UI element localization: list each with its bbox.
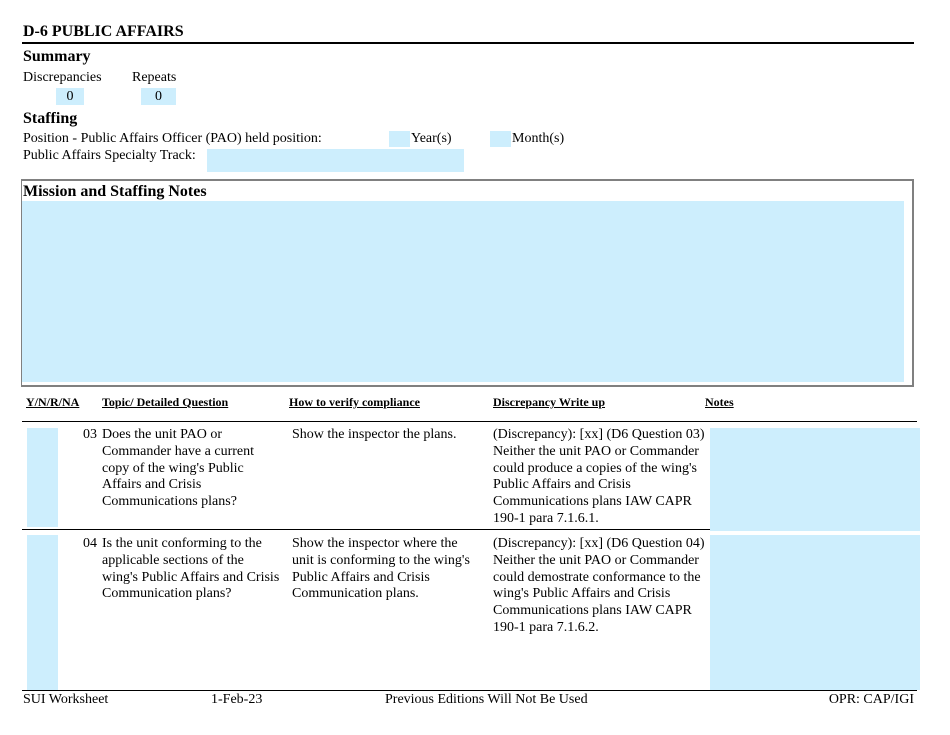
months-label: Month(s) xyxy=(512,131,565,146)
specialty-track-label: Public Affairs Specialty Track: xyxy=(23,148,196,163)
footer-worksheet-label: SUI Worksheet xyxy=(23,692,109,707)
summary-heading: Summary xyxy=(23,48,91,65)
footer-date: 1-Feb-23 xyxy=(211,692,263,707)
row-04-question: Is the unit conforming to the applicable sections of the wing's Public Affairs and Crisis Communication plans? xyxy=(102,536,280,602)
row-04-verify: Show the inspector where the unit is conforming to the wing's Public Affairs and Crisis Communication plans. xyxy=(292,536,470,602)
footer-divider xyxy=(22,690,917,691)
specialty-track-field[interactable] xyxy=(207,149,464,172)
header-divider xyxy=(22,421,917,422)
discrepancies-label: Discrepancies xyxy=(23,70,102,85)
repeats-label: Repeats xyxy=(132,70,177,85)
col-header-notes: Notes xyxy=(705,395,734,409)
row-03-discrepancy: (Discrepancy): [xx] (D6 Question 03) Neither the unit PAO or Commander could produce a copies of the wing's Public Affairs and Crisis Communications plans IAW CAPR 190-1 para 7.1.6.1. xyxy=(493,427,705,526)
row-04-number: 04 xyxy=(83,536,97,551)
col-header-ynrna: Y/N/R/NA xyxy=(26,395,80,409)
title-divider xyxy=(22,42,914,44)
footer-opr: OPR: CAP/IGI xyxy=(828,692,914,707)
row-04-ynrna-field[interactable] xyxy=(27,535,58,690)
row-03-question: Does the unit PAO or Commander have a current copy of the wing's Public Affairs and Crisis Communications plans? xyxy=(102,427,254,510)
row-03-notes-field[interactable] xyxy=(710,428,920,531)
row-04-discrepancy: (Discrepancy): [xx] (D6 Question 04) Neither the unit PAO or Commander could demostrate conformance to the wing's Public Affairs and Crisis Communications plans IAW CAPR 190-1 para 7.1.6.2. xyxy=(493,536,705,635)
pao-years-field[interactable] xyxy=(389,131,410,147)
row-03-ynrna-field[interactable] xyxy=(27,428,58,527)
pao-position-label: Position - Public Affairs Officer (PAO) held position: xyxy=(23,131,322,146)
staffing-heading: Staffing xyxy=(23,110,78,127)
row-divider xyxy=(22,529,710,530)
repeats-count-field[interactable]: 0 xyxy=(141,88,176,105)
row-04-notes-field[interactable] xyxy=(710,535,920,690)
row-03-verify: Show the inspector the plans. xyxy=(292,427,457,442)
row-03-number: 03 xyxy=(83,427,97,442)
page-title: D-6 PUBLIC AFFAIRS xyxy=(23,23,184,40)
col-header-topic: Topic/ Detailed Question xyxy=(102,395,229,409)
discrepancies-count-field[interactable]: 0 xyxy=(56,88,84,105)
mission-notes-field[interactable] xyxy=(22,201,904,382)
mission-notes-heading: Mission and Staffing Notes xyxy=(23,183,207,200)
pao-months-field[interactable] xyxy=(490,131,511,147)
years-label: Year(s) xyxy=(411,131,452,146)
footer-editions-notice: Previous Editions Will Not Be Used xyxy=(385,692,588,707)
col-header-verify: How to verify compliance xyxy=(289,395,420,409)
col-header-discrepancy: Discrepancy Write up xyxy=(493,395,606,409)
